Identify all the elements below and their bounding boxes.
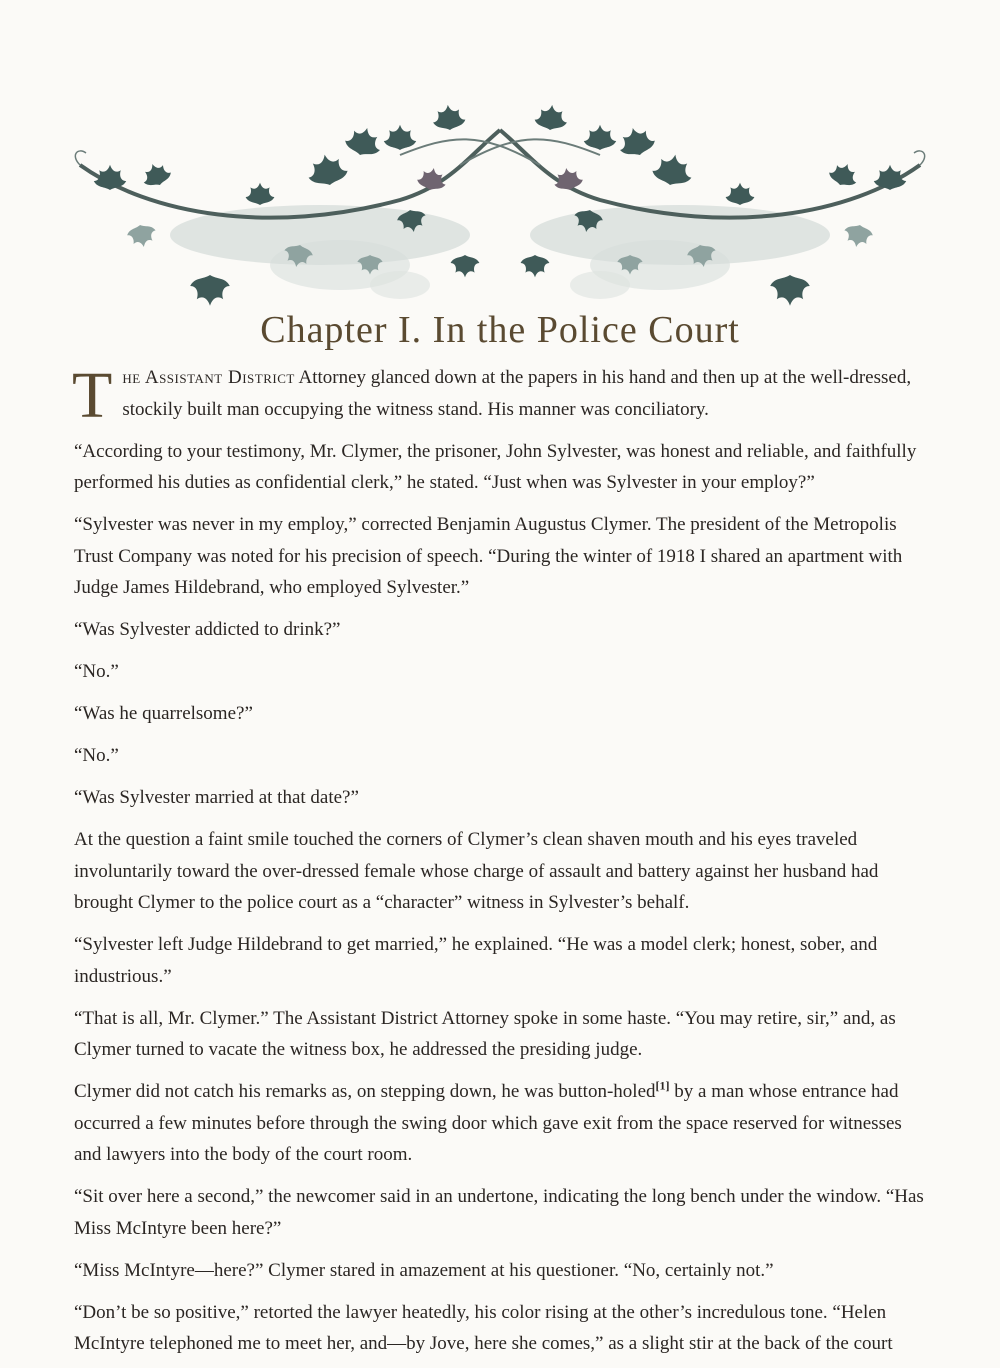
paragraph-5: “No.” xyxy=(74,661,119,682)
drop-cap: T xyxy=(72,359,113,432)
paragraph-10: “Sylvester left Judge Hildebrand to get married,” he explained. “He was a model clerk; honest, sober, and industrious.” xyxy=(74,934,878,987)
paragraph-2: “According to your testimony, Mr. Clymer, the prisoner, John Sylvester, was honest and reliable, and faithfully performed his duties as confidential clerk,” he stated. “Just when was Sylvester in your employ?” xyxy=(74,440,917,493)
paragraph-6: “Was he quarrelsome?” xyxy=(74,703,253,724)
paragraph-13: “Sit over here a second,” the newcomer said in an undertone, indicating the long bench under the window. “Has Miss McIntyre been here?” xyxy=(74,1186,924,1239)
paragraph-12-text-after: by a man whose entrance had occurred a few minutes before through the swing door which gave exit from the space reserved for witnesses and lawyers into the body of the court room. xyxy=(74,1081,902,1165)
paragraph-12-text-before: Clymer did not catch his remarks as, on stepping down, he was button-holed xyxy=(74,1081,656,1102)
paragraph-4: “Was Sylvester addicted to drink?” xyxy=(74,619,341,640)
paragraph-3: “Sylvester was never in my employ,” corrected Benjamin Augustus Clymer. The president of the Metropolis Trust Company was noted for his precision of speech. “During the winter of 1918 I shared an apartment with Judge James Hildebrand, who employed Sylvester.” xyxy=(74,514,903,598)
ivy-garland-icon xyxy=(70,95,930,315)
paragraph-1-text: Attorney glanced down at the papers in his hand and then up at the well-dressed, stockily built man occupying the witness stand. His manner was conciliatory. xyxy=(122,367,912,420)
paragraph-7: “No.” xyxy=(74,745,119,766)
paragraph-11: “That is all, Mr. Clymer.” The Assistant District Attorney spoke in some haste. “You may retire, sir,” and, as Clymer turned to vacate the witness box, he addressed the presiding judge. xyxy=(74,1007,896,1060)
chapter-body xyxy=(72,359,930,1368)
paragraph-8: “Was Sylvester married at that date?” xyxy=(74,787,359,808)
paragraph-1 xyxy=(72,359,930,432)
small-caps-lead: he Assistant District xyxy=(122,367,295,388)
paragraph-9: At the question a faint smile touched the corners of Clymer’s clean shaven mouth and his eyes traveled involuntarily toward the over-dressed female whose charge of assault and battery against her husband had brought Clymer to the police court as a “character” witness in Sylvester’s behalf. xyxy=(74,829,879,913)
footnote-link[interactable]: [1] xyxy=(655,1078,670,1093)
paragraph-14: “Miss McIntyre—here?” Clymer stared in amazement at his questioner. “No, certainly not.” xyxy=(74,1259,774,1281)
chapter-title: Chapter I. In the Police Court xyxy=(260,309,740,351)
paragraph-12 xyxy=(74,1076,930,1171)
paragraph-15: “Don’t be so positive,” retorted the lawyer heatedly, his color rising at the other’s incredulous tone. “Helen McIntyre telephoned me to meet her, and—by Jove, here she comes,” as a slight stir at the back of the court xyxy=(74,1301,893,1354)
